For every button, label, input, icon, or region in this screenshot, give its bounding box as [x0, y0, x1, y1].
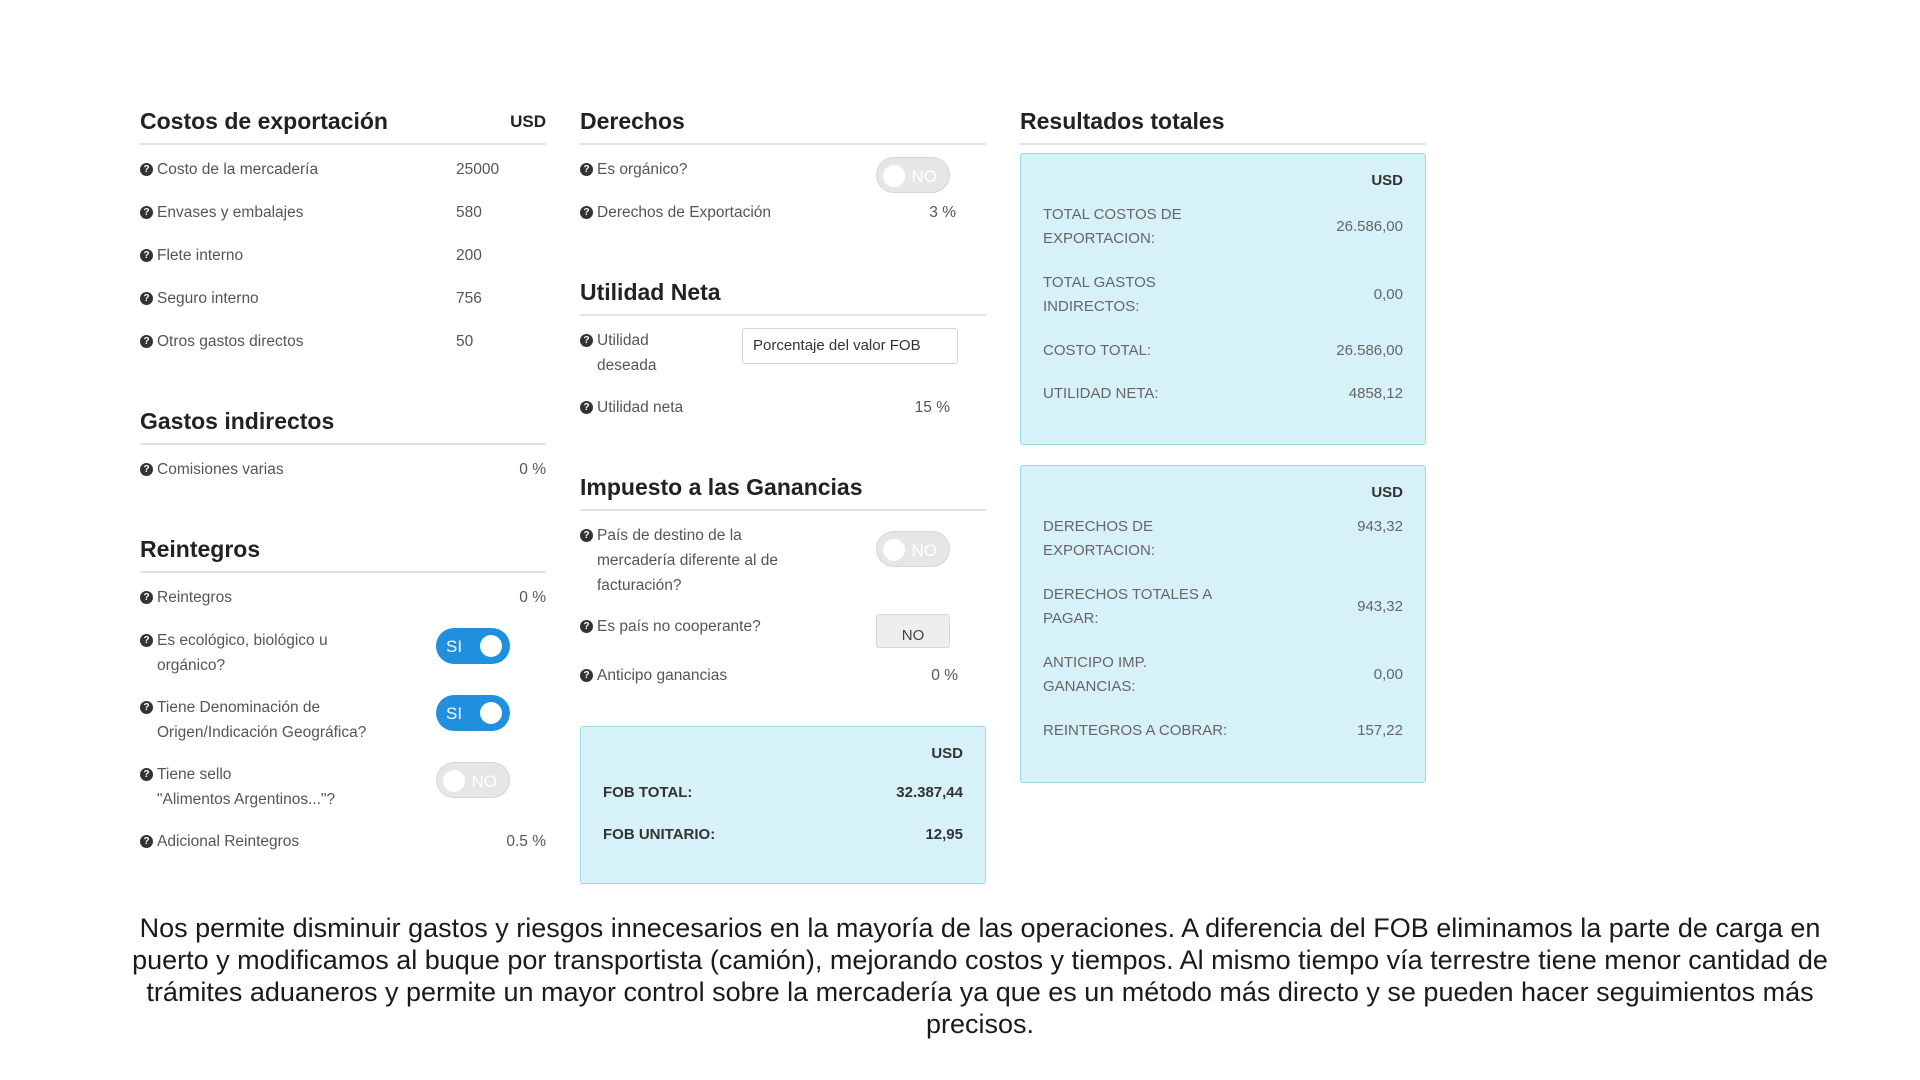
row-label: deseada: [597, 357, 657, 374]
total-gastos-value: 0,00: [1373, 286, 1403, 303]
reintegros-input[interactable]: 0 %: [519, 589, 546, 606]
toggle-knob: [883, 539, 905, 561]
utilidad-neta-row: [580, 395, 986, 438]
row-label: Origen/Indicación Geográfica?: [157, 724, 367, 741]
help-icon[interactable]: ?: [140, 768, 153, 781]
help-icon[interactable]: ?: [580, 529, 593, 542]
utilidad-neta-result-row: [1043, 382, 1403, 406]
utilidad-neta-label: UTILIDAD NETA:: [1043, 385, 1159, 402]
column-left: [140, 108, 546, 908]
reintegros-title: Reintegros: [140, 536, 261, 562]
row-label: Es ecológico, biológico u: [157, 632, 328, 649]
row-label: Seguro interno: [157, 290, 259, 307]
sello-toggle[interactable]: [436, 762, 510, 798]
row-label: País de destino de la: [597, 527, 742, 544]
fob-total-label: FOB TOTAL:: [603, 784, 693, 801]
utilidad-neta-value: 4858,12: [1348, 385, 1403, 402]
utilidad-section: [580, 279, 986, 438]
row-label: Tiene Denominación de: [157, 699, 321, 716]
anticipo-label: GANANCIAS:: [1043, 678, 1136, 695]
description-text: Nos permite disminuir gastos y riesgos innecesarios en la mayoría de las operaciones. A diferencia del FOB eliminamos la parte de carga en puerto y modificamos al buque por transportista (camión), mejorando costos y tiempos. Al mismo tiempo vía terrestre tiene menor cantidad de trámites aduaneros y permite un mayor control sobre la mercadería ya que es un método más directo y se pueden hacer seguimientos más precisos.: [132, 913, 1828, 1039]
total-costos-row: [1043, 203, 1403, 271]
toggle-label: NO: [911, 167, 937, 186]
anticipo-value: 0,00: [1373, 666, 1403, 683]
reintegros-row: [140, 585, 546, 628]
derechos-exportacion-value: 943,32: [1357, 518, 1403, 535]
seguro-row: [140, 286, 546, 329]
help-icon[interactable]: ?: [140, 634, 153, 647]
costo-total-label: COSTO TOTAL:: [1043, 342, 1152, 359]
toggle-knob: [443, 770, 465, 792]
impuesto-header: [580, 474, 986, 511]
row-label: Otros gastos directos: [157, 333, 304, 350]
utilidad-title: Utilidad Neta: [580, 279, 721, 305]
fob-total-row: [603, 784, 963, 801]
utilidad-select[interactable]: Porcentaje del valor FOB: [742, 328, 958, 364]
utilidad-deseada-row: [580, 328, 986, 395]
resultados-panel-2: [1020, 465, 1426, 783]
toggle-knob: [883, 165, 905, 187]
costos-unit: USD: [510, 112, 546, 131]
fob-total-value: 32.387,44: [896, 784, 963, 801]
help-icon[interactable]: ?: [580, 620, 593, 633]
derechos-exportacion-input[interactable]: 3 %: [929, 204, 956, 221]
help-icon[interactable]: ?: [140, 335, 153, 348]
row-label: Adicional Reintegros: [157, 833, 300, 850]
row-label: Comisiones varias: [157, 461, 284, 478]
row-label: "Alimentos Argentinos..."?: [157, 791, 336, 808]
derechos-totales-value: 943,32: [1357, 598, 1403, 615]
no-cooperante-row: [580, 614, 986, 663]
reintegros-header: [140, 536, 546, 573]
gastos-title: Gastos indirectos: [140, 408, 335, 434]
total-gastos-row: [1043, 271, 1403, 339]
anticipo-label: ANTICIPO IMP.: [1043, 654, 1147, 671]
toggle-label: NO: [471, 772, 497, 791]
row-label: Reintegros: [157, 589, 232, 606]
anticipo-input[interactable]: 0 %: [931, 667, 958, 684]
help-icon[interactable]: ?: [140, 163, 153, 176]
row-label: Utilidad: [597, 332, 649, 349]
seguro-input[interactable]: 756: [456, 290, 482, 307]
derechos-title: Derechos: [580, 108, 685, 134]
help-icon[interactable]: ?: [140, 835, 153, 848]
resultados-panel-1: [1020, 153, 1426, 445]
costos-header: [140, 108, 546, 145]
reintegros-section: [140, 536, 546, 872]
row-label: Envases y embalajes: [157, 204, 304, 221]
otros-gastos-input[interactable]: 50: [456, 333, 474, 350]
pais-destino-toggle[interactable]: [876, 531, 950, 567]
row-label: Derechos de Exportación: [597, 204, 772, 221]
reintegros-cobrar-row: [1043, 719, 1403, 743]
envases-row: [140, 200, 546, 243]
gastos-header: [140, 408, 546, 445]
ecologico-row: [140, 628, 546, 695]
denominacion-row: [140, 695, 546, 762]
impuesto-section: [580, 474, 986, 706]
adicional-input[interactable]: 0.5 %: [506, 833, 546, 850]
derechos-totales-label: DERECHOS TOTALES A: [1043, 586, 1213, 603]
help-icon[interactable]: ?: [140, 463, 153, 476]
utilidad-header: [580, 279, 986, 316]
pais-destino-row: [580, 523, 986, 614]
reintegros-cobrar-value: 157,22: [1357, 722, 1403, 739]
derechos-totales-label: PAGAR:: [1043, 610, 1099, 627]
total-gastos-label: TOTAL GASTOS: [1043, 274, 1156, 291]
derechos-exportacion-label: EXPORTACION:: [1043, 542, 1155, 559]
comisiones-row: [140, 457, 546, 500]
help-icon[interactable]: ?: [580, 163, 593, 176]
total-costos-label: EXPORTACION:: [1043, 230, 1155, 247]
costo-total-row: [1043, 339, 1403, 382]
resultados-header: [1020, 108, 1426, 145]
toggle-label: SI: [446, 637, 463, 656]
toggle-knob: [480, 702, 502, 724]
row-label: facturación?: [597, 577, 682, 594]
costos-section: [140, 108, 546, 372]
otros-gastos-row: [140, 329, 546, 372]
derechos-exportacion-label: DERECHOS DE: [1043, 518, 1154, 535]
reintegros-cobrar-label: REINTEGROS A COBRAR:: [1043, 722, 1228, 739]
organico-row: [580, 157, 986, 200]
row-label: mercadería diferente al de: [597, 552, 778, 569]
fob-panel: [580, 726, 986, 884]
gastos-section: [140, 408, 546, 500]
help-icon[interactable]: ?: [580, 669, 593, 682]
envases-input[interactable]: 580: [456, 204, 482, 221]
comisiones-input[interactable]: 0 %: [519, 461, 546, 478]
fob-unitario-row: [603, 826, 963, 843]
no-cooperante-button[interactable]: NO: [876, 614, 950, 648]
derechos-section: [580, 108, 986, 243]
help-icon[interactable]: ?: [140, 701, 153, 714]
row-label: Es país no cooperante?: [597, 618, 761, 635]
row-label: Flete interno: [157, 247, 244, 264]
row-label: Tiene sello: [157, 766, 232, 783]
row-label: Costo de la mercadería: [157, 161, 319, 178]
column-right: [1020, 108, 1426, 783]
row-label: orgánico?: [157, 657, 226, 674]
help-icon[interactable]: ?: [580, 334, 593, 347]
toggle-label: NO: [911, 541, 937, 560]
toggle-label: SI: [446, 704, 463, 723]
column-middle: [580, 108, 986, 884]
anticipo-row: [580, 663, 986, 706]
help-icon[interactable]: ?: [580, 206, 593, 219]
flete-input[interactable]: 200: [456, 247, 482, 264]
costo-total-value: 26.586,00: [1336, 342, 1403, 359]
toggle-knob: [480, 635, 502, 657]
flete-row: [140, 243, 546, 286]
row-label: Utilidad neta: [597, 399, 684, 416]
help-icon[interactable]: ?: [140, 206, 153, 219]
row-label: Es orgánico?: [597, 161, 688, 178]
help-icon[interactable]: ?: [140, 292, 153, 305]
ecologico-toggle[interactable]: [436, 628, 510, 664]
fob-unit: USD: [931, 745, 963, 762]
derechos-totales-row: [1043, 583, 1403, 651]
costo-mercaderia-input[interactable]: 25000: [456, 161, 500, 178]
utilidad-neta-input[interactable]: 15 %: [914, 399, 950, 416]
total-costos-value: 26.586,00: [1336, 218, 1403, 235]
derechos-header: [580, 108, 986, 145]
help-icon[interactable]: ?: [580, 401, 593, 414]
panel-unit: USD: [1371, 172, 1403, 189]
fob-unitario-value: 12,95: [925, 826, 963, 843]
costo-mercaderia-row: [140, 157, 546, 200]
costos-title: Costos de exportación: [140, 108, 388, 134]
denominacion-toggle[interactable]: [436, 695, 510, 731]
fob-unitario-label: FOB UNITARIO:: [603, 826, 716, 843]
row-label: Anticipo ganancias: [597, 667, 728, 684]
resultados-title: Resultados totales: [1020, 108, 1225, 134]
total-gastos-label: INDIRECTOS:: [1043, 298, 1140, 315]
help-icon[interactable]: ?: [140, 591, 153, 604]
anticipo-result-row: [1043, 651, 1403, 719]
derechos-exportacion-row: [580, 200, 986, 243]
derechos-exportacion-result-row: [1043, 515, 1403, 583]
total-costos-label: TOTAL COSTOS DE: [1043, 206, 1182, 223]
panel-unit: USD: [1371, 484, 1403, 501]
help-icon[interactable]: ?: [140, 249, 153, 262]
sello-row: [140, 762, 546, 829]
adicional-row: [140, 829, 546, 872]
organico-toggle[interactable]: [876, 157, 950, 193]
impuesto-title: Impuesto a las Ganancias: [580, 474, 863, 500]
